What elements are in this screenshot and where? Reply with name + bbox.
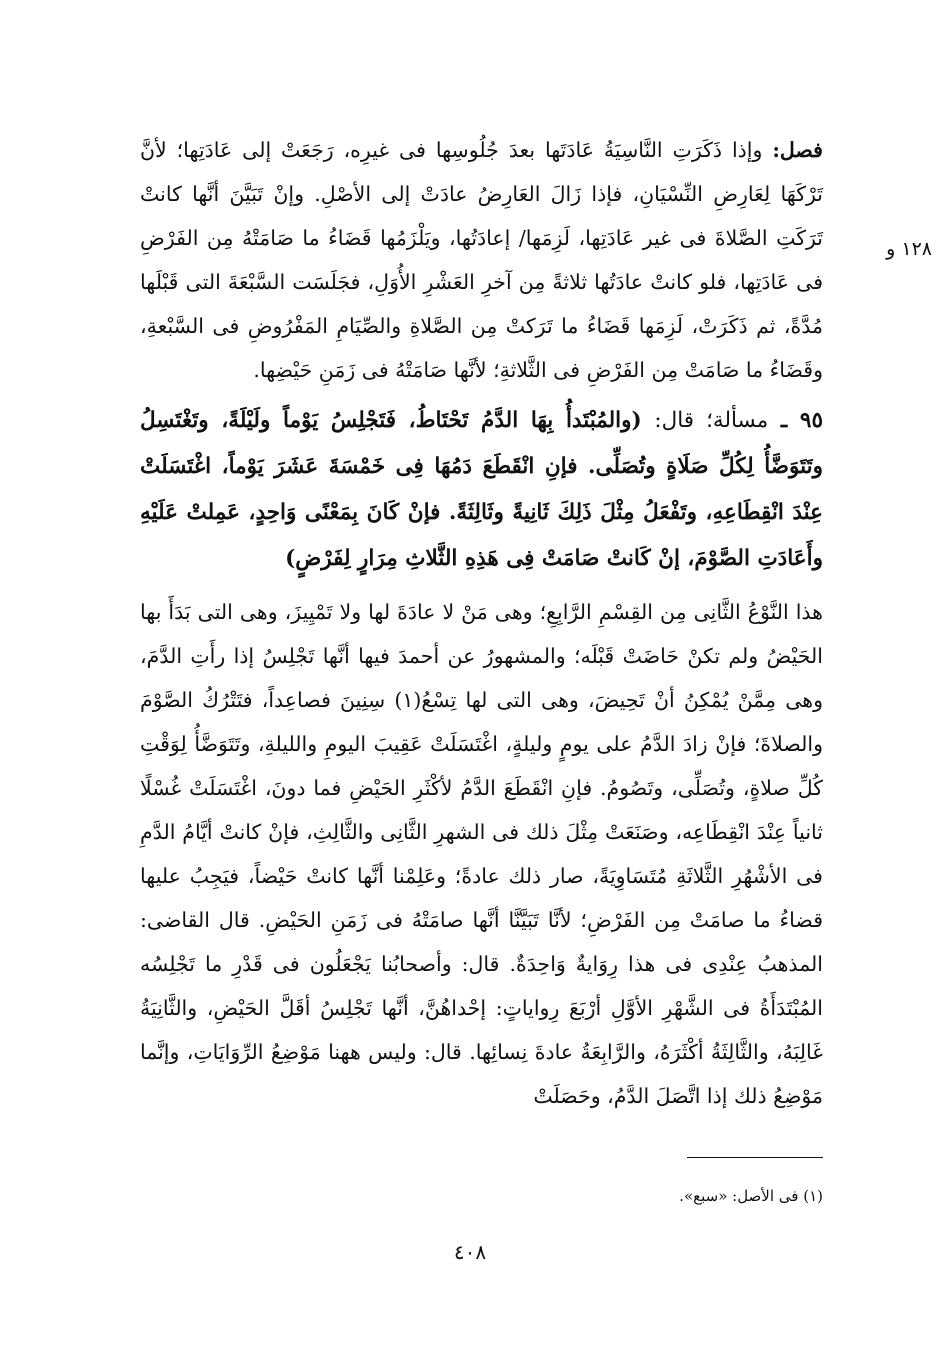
page-number: ٤٠٨	[453, 1240, 487, 1264]
footnote-divider	[687, 1157, 823, 1158]
masala-intro: مسألة؛ قال:	[654, 408, 769, 433]
fasl-text: وإذا ذَكَرَتِ النَّاسِيَةُ عَادَتَها بعدَ جُلُوسِها فى غيرِه، رَجَعَتْ إلى عَادَتِها؛ لأنَّ تَرْكَهَا لِعَارِضِ النِّسْيَانِ، فإذا زَالَ العَارِضُ عادَتْ إلى الأصْلِ. وإنْ تَبَيَّنَ أنَّها كانتْ تَرَكَتِ الصَّلاةَ فى غير عَادَتِها، لَزِمَها/ إعادَتُها، ويَلْزَمُها قَضَاءُ ما صَامَتْهُ مِن الفَرْضِ فى عَادَتِها، فلو كانتْ عادَتُها ثلاثةً مِن آخرِ العَشْرِ الأُوَلِ، فجَلَسَت السَّبْعَةَ التى قَبْلَها مُدَّةً، ثم ذَكَرَتْ، لَزِمَها قَضَاءُ ما تَرَكتْ مِن الصَّلاةِ والصِّيَامِ المَفْرُوضِ فى السَّبْعةِ، وقَضَاءُ ما صَامَتْ مِن الفَرْضِ فى الثَّلاثةِ؛ لأنَّها صَامَتْهُ فى زَمَنِ حَيْضِها.	[140, 138, 823, 382]
masala-paragraph	[140, 398, 823, 582]
masala-text: (والمُبْتَدأُ بِهَا الدَّمُ تَحْتَاطُ، فَتَجْلِسُ يَوْماً ولَيْلَةً، وتَغْتَسِلُ وتَتَوَضَّأُ لِكُلِّ صَلَاةٍ وتُصَلِّى. فإنِ انْقَطَعَ دَمُهَا فِى خَمْسَةَ عَشَرَ يَوْماً، اغْتَسَلَتْ عِنْدَ انْقِطَاعِهِ، وتَفْعَلُ مِثْلَ ذَلِكَ ثَانِيةً وثَالِثَةً. فإنْ كَانَ بِمَعْنًى وَاحِدٍ، عَمِلتْ عَلَيْهِ وأَعَادَتِ الصَّوْمَ، إنْ كَانتْ صَامَتْ فِى هَذِهِ الثَّلاثِ مِرَارٍ لِفَرْضٍ)	[140, 408, 823, 571]
masala-number: ٩٥ ـ	[780, 408, 823, 433]
margin-folio-note: ١٢٨ و	[886, 238, 932, 260]
fasl-paragraph	[140, 128, 823, 392]
footnote: (١) فى الأصل: «سبع».	[679, 1187, 823, 1205]
main-text-block	[140, 128, 823, 1118]
fasl-heading: فصل:	[772, 138, 823, 162]
commentary-paragraph: هذا النَّوْعُ الثَّانِى مِن القِسْمِ الرَّابِعِ؛ وهى مَنْ لا عادَةَ لها ولا تَمْيِيزَ، وهى التى بَدَأَ بها الحَيْضُ ولم تكنْ حَاضَتْ قَبْلَه؛ والمشهورُ عن أحمدَ فيها أنَّها تَجْلِسُ إذا رأَتِ الدَّمَ، وهى مِمَّنْ يُمْكِنُ أنْ تَحِيضَ، وهى التى لها تِسْعُ(١) سِنِينَ فصاعِداً، فتَتْرُكُ الصَّوْمَ والصلاةَ؛ فإنْ زادَ الدَّمُ على يومٍ وليلةٍ، اغْتَسَلَتْ عَقِيبَ اليومِ والليلةِ، وتَتَوَضَّأُ لِوَقْتِ كُلِّ صلاةٍ، وتُصَلِّى، وتَصُومُ. فإنِ انْقَطَعَ الدَّمُ لأكْثَرِ الحَيْضِ فما دونَ، اغْتَسَلَتْ غُسْلًا ثانياً عِنْدَ انْقِطَاعِه، وصَنَعَتْ مِثْلَ ذلك فى الشهرِ الثَّانِى والثَّالِثِ، فإنْ كانتْ أيَّامُ الدَّمِ فى الأشْهُرِ الثَّلاثَةِ مُتَسَاوِيَةً، صار ذلك عادةً؛ وعَلِمْنا أنَّها كانتْ حَيْضاً، فيَجِبُ عليها قضاءُ ما صامَتْ مِن الفَرْضِ؛ لأنَّا تَبَيَّنَّا أنَّها صامَتْهُ فى زَمَنِ الحَيْضِ. قال القاضى: المذهبُ عِنْدِى فى هذا رِوَايةٌ وَاحِدَةٌ. قال: وأصحابُنا يَجْعَلُون فى قَدْرِ ما تَجْلِسُه المُبْتَدَأَةُ فى الشَّهْرِ الأوَّلِ أرْبَعَ رِواياتٍ: إحْداهُنَّ، أنَّها تَجْلِسُ أقَلَّ الحَيْضِ، والثَّانِيَةُ غَالِبَهُ، والثَّالِثَةُ أكْثَرَهُ، والرَّابِعَةُ عادةَ نِسائِها. قال: وليس ههنا مَوْضِعُ الرِّوَايَاتِ، وإنَّما مَوْضِعُ ذلك إذا اتَّصَلَ الدَّمُ، وحَصَلَتْ	[140, 600, 823, 1108]
